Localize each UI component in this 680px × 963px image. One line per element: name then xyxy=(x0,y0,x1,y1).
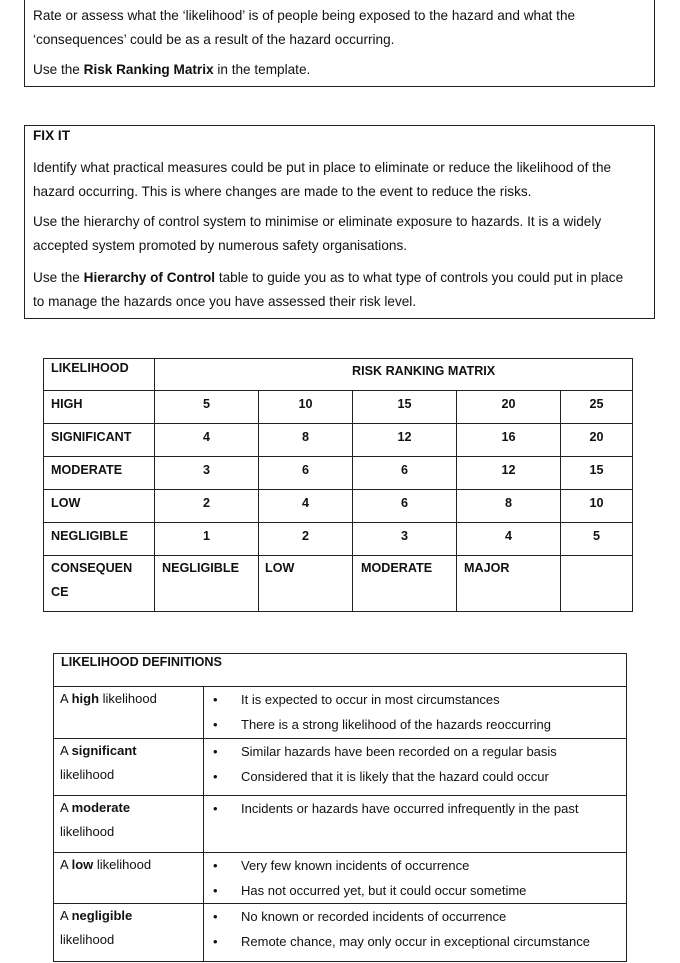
matrix-cell: 4 xyxy=(259,490,353,523)
matrix-cell: 12 xyxy=(353,424,457,457)
assess-line-2: ‘consequences’ could be as a result of the hazard occurring. xyxy=(33,32,395,47)
matrix-cell: 6 xyxy=(259,457,353,490)
fixit-p2-line-2: accepted system promoted by numerous safety organisations. xyxy=(33,238,408,253)
matrix-cell: 15 xyxy=(561,457,633,490)
definition-label: A significant likelihood xyxy=(54,739,204,796)
definition-bullet: • Considered that it is likely that the hazard could occur xyxy=(213,769,549,784)
matrix-cell: 16 xyxy=(457,424,561,457)
definition-row-significant xyxy=(54,739,627,796)
fixit-p3-line-1: Use the Hierarchy of Control table to guide you as to what type of controls you could put in place xyxy=(33,270,624,285)
matrix-cell: 8 xyxy=(457,490,561,523)
definition-items xyxy=(204,904,627,962)
consequence-negligible: NEGLIGIBLE xyxy=(155,556,259,612)
definition-bullet: • Incidents or hazards have occurred infrequently in the past xyxy=(213,801,579,816)
risk-ranking-matrix-ref: Risk Ranking Matrix xyxy=(83,62,214,77)
hierarchy-of-control-ref: Hierarchy of Control xyxy=(83,270,216,285)
fixit-p1-line-2: hazard occurring. This is where changes are made to the event to reduce the risks. xyxy=(33,184,532,199)
definition-items xyxy=(204,687,627,739)
assess-line-3: Use the Risk Ranking Matrix in the template. xyxy=(33,62,311,77)
definitions-title: LIKELIHOOD DEFINITIONS xyxy=(54,654,627,687)
definition-bullet: • Remote chance, may only occur in exceptional circumstance xyxy=(213,934,590,949)
row-label: LOW xyxy=(44,490,155,523)
definition-row-low xyxy=(54,853,627,904)
fixit-p1-line-1: Identify what practical measures could be put in place to eliminate or reduce the likelihood of the xyxy=(33,160,612,175)
row-label: HIGH xyxy=(44,391,155,424)
matrix-cell: 6 xyxy=(353,457,457,490)
assess-line-1: Rate or assess what the ‘likelihood’ is of people being exposed to the hazard and what the xyxy=(33,8,576,23)
risk-ranking-matrix xyxy=(43,358,633,612)
definition-items xyxy=(204,739,627,796)
fixit-box xyxy=(24,125,655,319)
matrix-cell: 5 xyxy=(155,391,259,424)
fixit-heading: FIX IT xyxy=(33,128,71,143)
matrix-cell: 25 xyxy=(561,391,633,424)
matrix-cell: 1 xyxy=(155,523,259,556)
definition-label: A low likelihood xyxy=(54,853,204,904)
consequence-empty xyxy=(561,556,633,612)
row-label: NEGLIGIBLE xyxy=(44,523,155,556)
consequence-label: CONSEQUEN CE xyxy=(44,556,155,612)
matrix-row-moderate xyxy=(44,457,633,490)
consequence-low: LOW xyxy=(259,556,353,612)
fixit-p2-line-1: Use the hierarchy of control system to minimise or eliminate exposure to hazards. It is a widely xyxy=(33,214,602,229)
matrix-title: RISK RANKING MATRIX xyxy=(155,359,633,391)
matrix-row-significant xyxy=(44,424,633,457)
consequence-row xyxy=(44,556,633,612)
definition-row-moderate xyxy=(54,796,627,853)
consequence-major: MAJOR xyxy=(457,556,561,612)
matrix-cell: 3 xyxy=(353,523,457,556)
definition-bullet: • It is expected to occur in most circumstances xyxy=(213,692,500,707)
definition-row-high xyxy=(54,687,627,739)
matrix-cell: 4 xyxy=(457,523,561,556)
matrix-cell: 10 xyxy=(259,391,353,424)
matrix-cell: 20 xyxy=(457,391,561,424)
definition-items xyxy=(204,853,627,904)
definition-bullet: • Very few known incidents of occurrence xyxy=(213,858,470,873)
matrix-cell: 6 xyxy=(353,490,457,523)
definition-label: A negligible likelihood xyxy=(54,904,204,962)
matrix-row-high xyxy=(44,391,633,424)
row-label: SIGNIFICANT xyxy=(44,424,155,457)
definition-label: A high likelihood xyxy=(54,687,204,739)
row-label: MODERATE xyxy=(44,457,155,490)
matrix-row-low xyxy=(44,490,633,523)
matrix-cell: 15 xyxy=(353,391,457,424)
fixit-p3-line-2: to manage the hazards once you have assessed their risk level. xyxy=(33,294,417,309)
definition-items xyxy=(204,796,627,853)
matrix-cell: 12 xyxy=(457,457,561,490)
definition-bullet: • Has not occurred yet, but it could occur sometime xyxy=(213,883,527,898)
matrix-cell: 10 xyxy=(561,490,633,523)
likelihood-definitions-table xyxy=(53,653,627,962)
definition-bullet: • No known or recorded incidents of occurrence xyxy=(213,909,507,924)
likelihood-header: LIKELIHOOD xyxy=(44,359,155,391)
matrix-cell: 2 xyxy=(155,490,259,523)
assess-box xyxy=(24,0,655,87)
matrix-cell: 5 xyxy=(561,523,633,556)
matrix-cell: 20 xyxy=(561,424,633,457)
matrix-cell: 3 xyxy=(155,457,259,490)
definition-label: A moderate likelihood xyxy=(54,796,204,853)
matrix-cell: 4 xyxy=(155,424,259,457)
definition-bullet: • There is a strong likelihood of the hazards reoccurring xyxy=(213,717,551,732)
definition-row-negligible xyxy=(54,904,627,962)
matrix-cell: 2 xyxy=(259,523,353,556)
matrix-row-negligible xyxy=(44,523,633,556)
definition-bullet: • Similar hazards have been recorded on a regular basis xyxy=(213,744,557,759)
matrix-cell: 8 xyxy=(259,424,353,457)
consequence-moderate: MODERATE xyxy=(353,556,457,612)
